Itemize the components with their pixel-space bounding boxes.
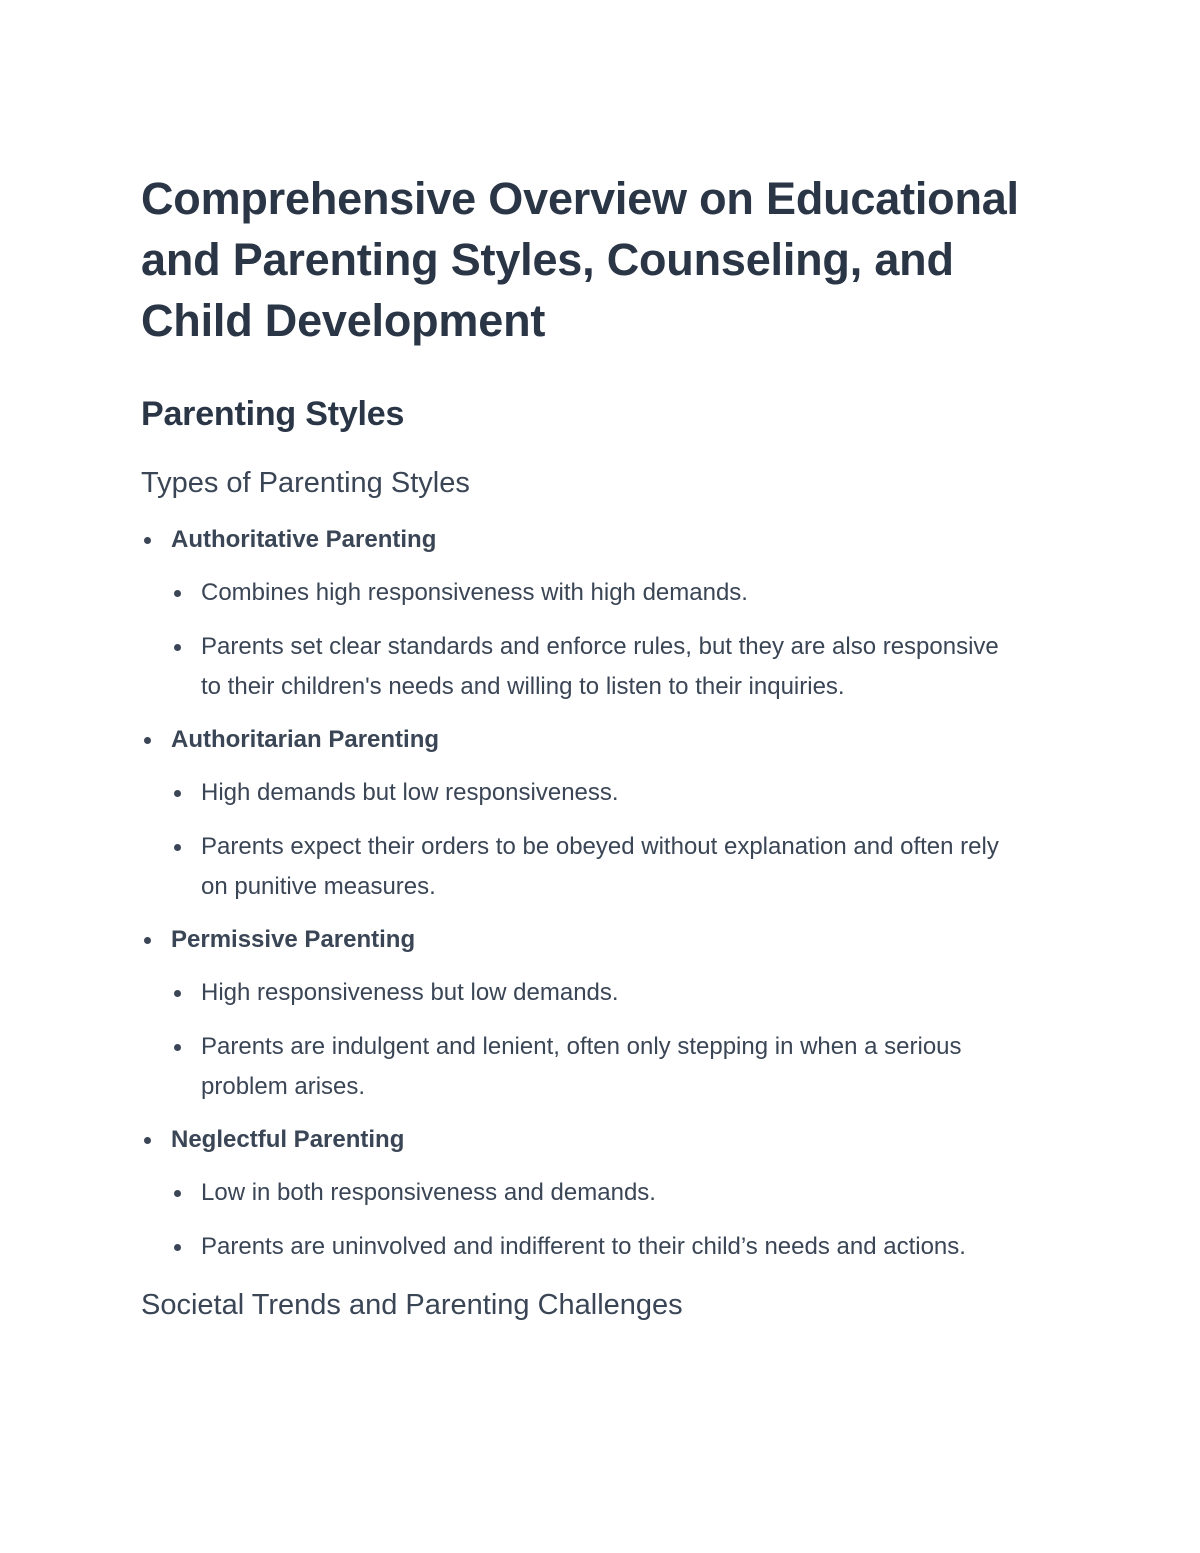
bullet-icon — [174, 644, 181, 651]
style-name: Neglectful Parenting — [171, 1126, 405, 1153]
document-title: Comprehensive Overview on Educational and Parenting Styles, Counseling, and Child Development — [141, 173, 1019, 346]
list-item — [171, 827, 1011, 907]
style-details-list — [171, 973, 1041, 1107]
style-details-list — [171, 1173, 1041, 1267]
list-item — [171, 1027, 1011, 1107]
bullet-icon — [174, 1190, 181, 1197]
section-heading-parenting-styles: Parenting Styles — [141, 395, 405, 433]
detail-text: Combines high responsiveness with high demands. — [201, 579, 748, 606]
detail-text: High demands but low responsiveness. — [201, 779, 619, 806]
bullet-icon — [144, 737, 151, 744]
subsection-heading-types: Types of Parenting Styles — [141, 467, 470, 499]
bullet-icon — [174, 1244, 181, 1251]
bullet-icon — [144, 1137, 151, 1144]
bullet-icon — [174, 1044, 181, 1051]
detail-text: High responsiveness but low demands. — [201, 979, 619, 1006]
bullet-icon — [174, 590, 181, 597]
bullet-icon — [144, 937, 151, 944]
subsection-heading-societal-trends: Societal Trends and Parenting Challenges — [141, 1289, 683, 1321]
detail-text: Parents are indulgent and lenient, often only stepping in when a serious problem arises. — [201, 1033, 962, 1100]
style-name: Permissive Parenting — [171, 926, 416, 953]
list-item — [171, 1227, 1011, 1267]
style-details-list — [171, 573, 1041, 707]
detail-text: Low in both responsiveness and demands. — [201, 1179, 656, 1206]
list-item-authoritative — [141, 521, 1041, 707]
list-item — [171, 1173, 1011, 1213]
list-item-neglectful — [141, 1121, 1041, 1267]
bullet-icon — [174, 844, 181, 851]
detail-text: Parents set clear standards and enforce rules, but they are also responsive to their children's needs and willing to listen to their inquiries. — [201, 633, 999, 700]
detail-text: Parents expect their orders to be obeyed without explanation and often rely on punitive measures. — [201, 833, 999, 900]
list-item — [171, 573, 1011, 613]
parenting-styles-list — [141, 521, 1041, 1267]
list-item-authoritarian — [141, 721, 1041, 907]
list-item — [171, 627, 1011, 707]
document-page — [141, 168, 1041, 1327]
detail-text: Parents are uninvolved and indifferent to their child’s needs and actions. — [201, 1233, 966, 1260]
bullet-icon — [174, 990, 181, 997]
bullet-icon — [144, 537, 151, 544]
style-details-list — [171, 773, 1041, 907]
list-item-permissive — [141, 921, 1041, 1107]
style-name: Authoritarian Parenting — [171, 726, 440, 753]
list-item — [171, 773, 1011, 813]
bullet-icon — [174, 790, 181, 797]
list-item — [171, 973, 1011, 1013]
style-name: Authoritative Parenting — [171, 526, 437, 553]
